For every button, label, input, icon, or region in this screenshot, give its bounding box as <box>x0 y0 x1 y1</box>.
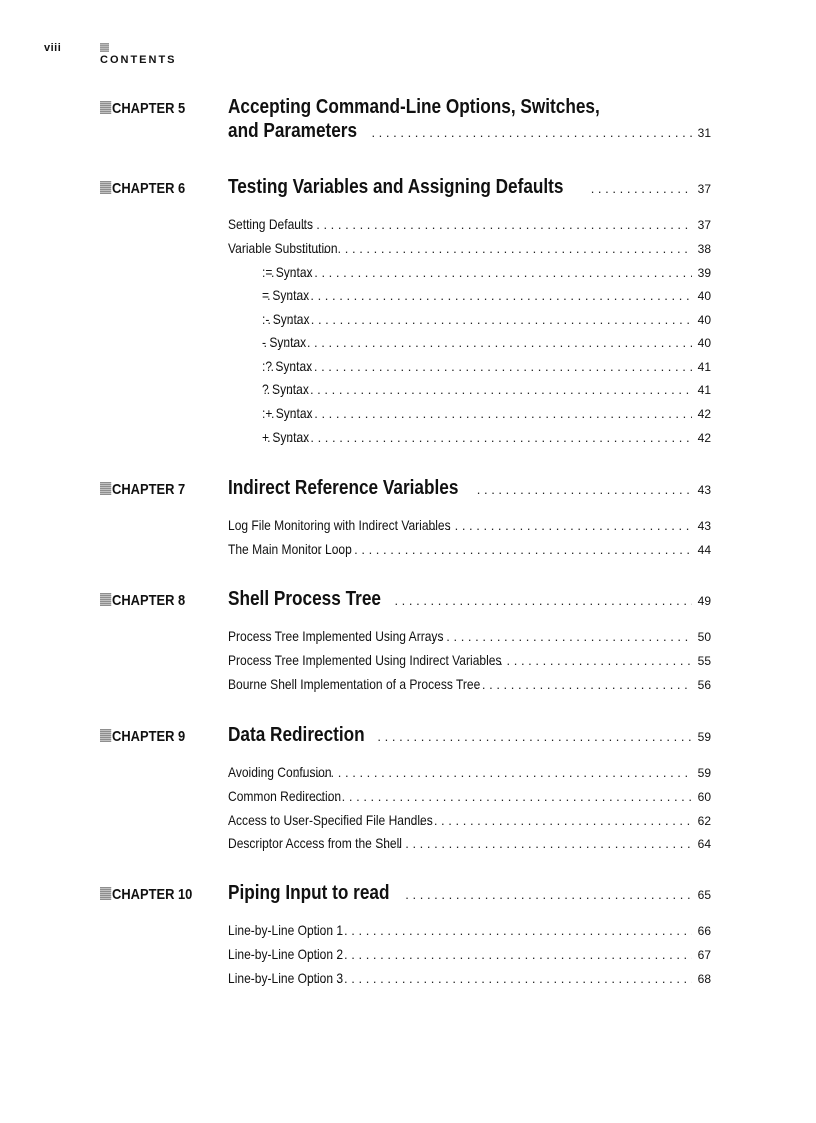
leader-dots <box>433 519 692 532</box>
chapter-title-cont: and Parameters <box>228 120 358 142</box>
leader-dots <box>273 218 692 231</box>
section-label: CONTENTS <box>100 42 177 66</box>
toc-subentry[interactable]: ? Syntax . . . 41 <box>262 381 711 401</box>
chapter-title-line[interactable] <box>228 882 711 906</box>
leader-dots <box>477 483 692 496</box>
chapter-label: CHAPTER 8 <box>100 592 185 609</box>
leader-dots <box>308 972 692 985</box>
hatch-block-icon <box>100 101 111 114</box>
leader-dots <box>271 266 692 279</box>
page-ref: 31 <box>697 126 711 140</box>
toc-subentry[interactable]: := Syntax . . . 39 <box>262 264 711 284</box>
leader-dots <box>271 407 692 420</box>
hatch-block-icon <box>100 593 111 606</box>
page-ref: 65 <box>697 888 711 902</box>
page-ref: 43 <box>697 483 711 497</box>
leader-dots <box>271 360 693 373</box>
toc-entry[interactable]: Process Tree Implemented Using Indirect Variables . . . 55 <box>228 652 711 672</box>
chapter-label: CHAPTER 9 <box>100 728 185 745</box>
page-ref: 49 <box>697 594 711 608</box>
leader-dots <box>412 814 692 827</box>
toc-entry[interactable]: Descriptor Access from the Shell . . . 64 <box>228 835 711 855</box>
chapter-title-line[interactable] <box>228 176 711 200</box>
chapter-label: CHAPTER 6 <box>100 180 185 197</box>
leader-dots <box>371 126 692 139</box>
chapter-title[interactable]: Accepting Command-Line Options, Switches, <box>228 96 600 118</box>
toc-entry[interactable]: Line-by-Line Option 3 . . . 68 <box>228 970 711 990</box>
toc-entry[interactable]: Variable Substitution . . . 38 <box>228 240 711 260</box>
leader-dots <box>263 336 692 349</box>
toc-entry[interactable]: Avoiding Confusion . . . 59 <box>228 764 711 784</box>
toc-entry[interactable]: Access to User-Specified File Handles . . . 62 <box>228 812 711 832</box>
chapter-title: Piping Input to read <box>228 882 390 904</box>
toc-entry[interactable]: Log File Monitoring with Indirect Variables . . . 43 <box>228 517 711 537</box>
leader-dots <box>376 837 692 850</box>
leader-dots <box>425 630 692 643</box>
chapter-title-line[interactable] <box>228 120 711 144</box>
page-ref: 37 <box>697 182 711 196</box>
toc-entry[interactable]: The Main Monitor Loop . . . 44 <box>228 541 711 561</box>
chapter-title-line[interactable] <box>228 724 711 748</box>
leader-dots <box>301 242 692 255</box>
chapter-title: Testing Variables and Assigning Defaults <box>228 176 564 198</box>
chapter-label: CHAPTER 7 <box>100 481 185 498</box>
hatch-block-icon <box>100 43 109 52</box>
leader-dots <box>308 924 692 937</box>
page-number: viii <box>44 42 62 54</box>
leader-dots <box>267 313 692 326</box>
toc-subentry[interactable]: - Syntax . . . 40 <box>262 334 711 354</box>
chapter-label: CHAPTER 5 <box>100 100 185 117</box>
toc-subentry[interactable]: :+ Syntax . . . 42 <box>262 405 711 425</box>
leader-dots <box>377 730 692 743</box>
leader-dots <box>306 790 692 803</box>
leader-dots <box>394 594 692 607</box>
leader-dots <box>308 948 692 961</box>
toc-entry[interactable]: Line-by-Line Option 2 . . . 67 <box>228 946 711 966</box>
leader-dots <box>467 678 692 691</box>
chapter-title: Data Redirection <box>228 724 365 746</box>
toc-entry[interactable]: Line-by-Line Option 1 . . . 66 <box>228 922 711 942</box>
leader-dots <box>405 888 692 901</box>
toc-entry[interactable]: Process Tree Implemented Using Arrays . . . 50 <box>228 628 711 648</box>
toc-entry[interactable]: Setting Defaults . . . 37 <box>228 216 711 236</box>
toc-subentry[interactable]: + Syntax . . . 42 <box>262 429 711 449</box>
chapter-title: Shell Process Tree <box>228 588 381 610</box>
hatch-block-icon <box>100 729 111 742</box>
leader-dots <box>492 654 692 667</box>
chapter-title-line[interactable] <box>228 477 711 501</box>
hatch-block-icon <box>100 887 111 900</box>
leader-dots <box>318 543 692 556</box>
toc-entry[interactable]: Common Redirection . . . 60 <box>228 788 711 808</box>
toc-entry[interactable]: Bourne Shell Implementation of a Process Tree . . . 56 <box>228 676 711 696</box>
leader-dots <box>267 383 692 396</box>
chapter-title-line[interactable] <box>228 588 711 612</box>
leader-dots <box>267 289 692 302</box>
leader-dots <box>294 766 692 779</box>
toc-subentry[interactable]: = Syntax . . . 40 <box>262 287 711 307</box>
hatch-block-icon <box>100 482 111 495</box>
leader-dots <box>267 431 692 444</box>
chapter-label: CHAPTER 10 <box>100 886 192 903</box>
leader-dots <box>591 182 692 195</box>
page-ref: 59 <box>697 730 711 744</box>
toc-subentry[interactable]: :? Syntax . . . 41 <box>262 358 711 378</box>
hatch-block-icon <box>100 181 111 194</box>
chapter-title: Indirect Reference Variables <box>228 477 459 499</box>
toc-subentry[interactable]: :- Syntax . . . 40 <box>262 311 711 331</box>
